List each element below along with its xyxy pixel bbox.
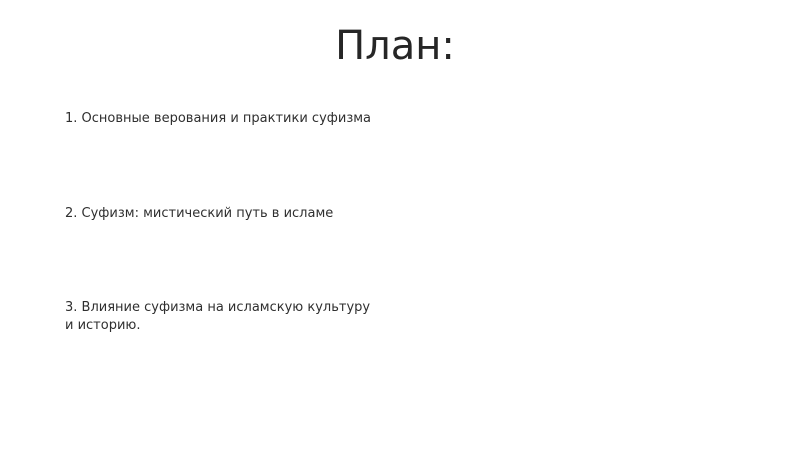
plan-item: 3. Влияние суфизма на исламскую культуру и историю. (65, 300, 371, 333)
plan-item: 2. Суфизм: мистический путь в исламе (65, 206, 334, 221)
slide-title: План: (335, 23, 455, 69)
plan-item: 1. Основные верования и практики суфизма (65, 111, 372, 126)
